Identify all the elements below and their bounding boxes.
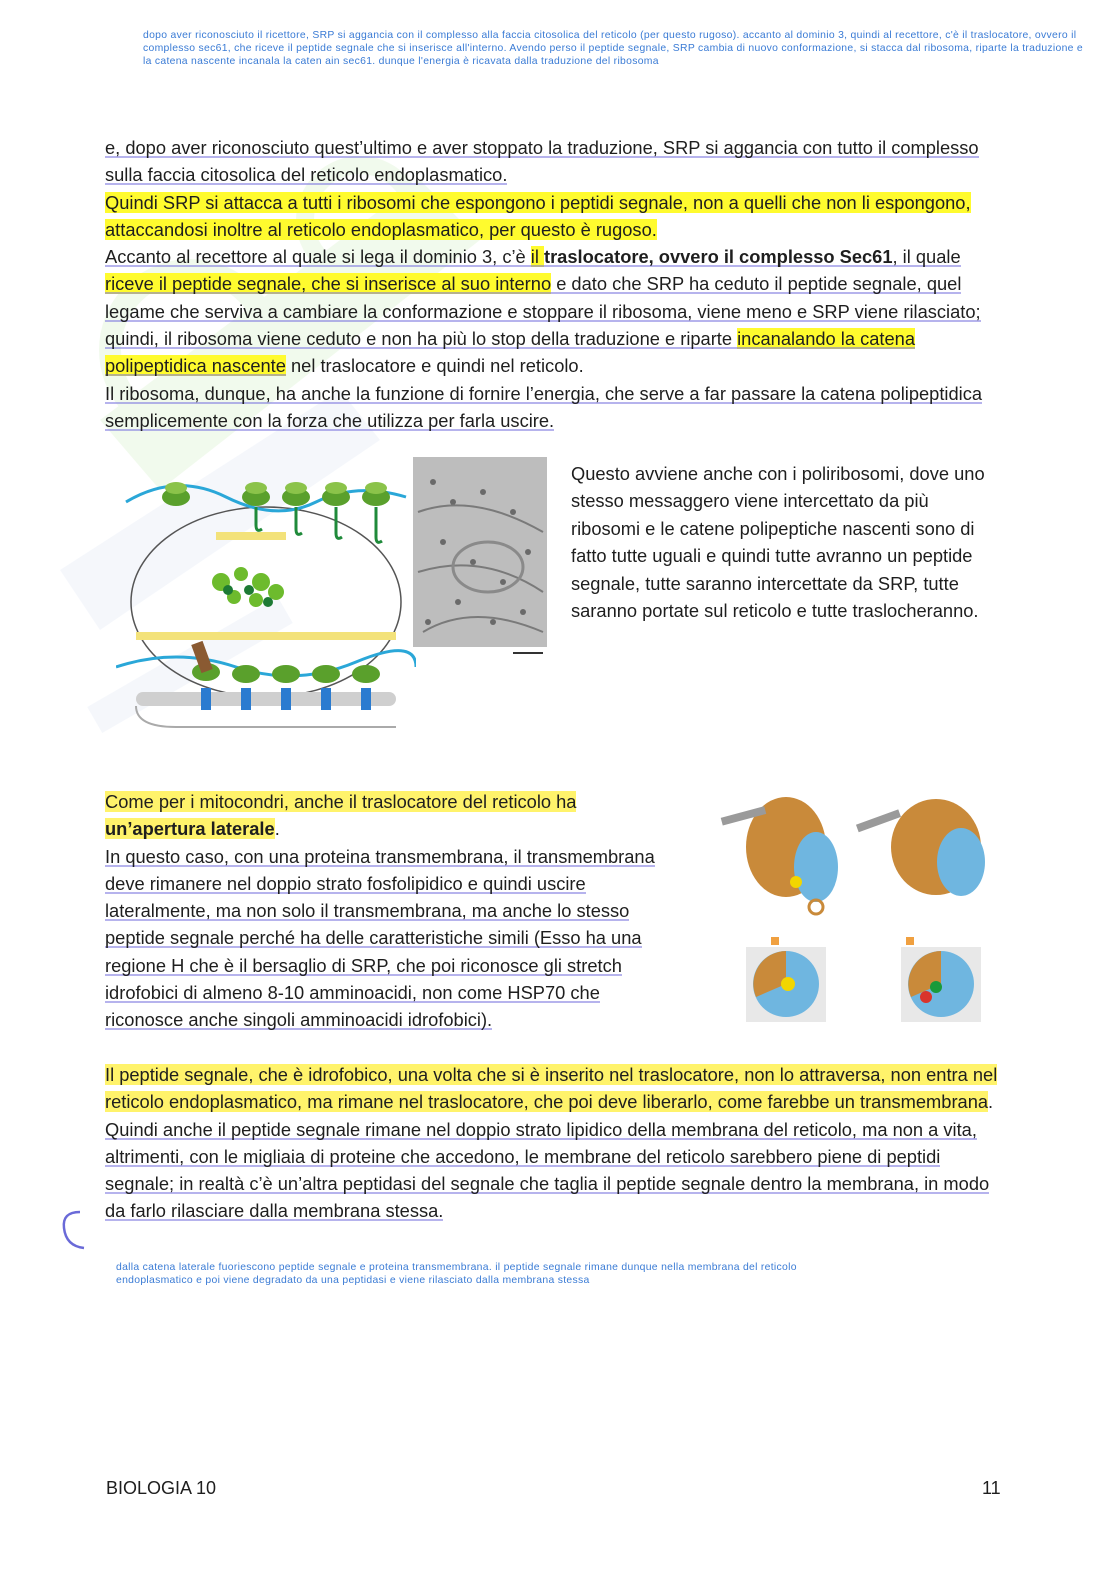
paragraph	[105, 380, 1010, 435]
bold-term: traslocatore, ovvero il complesso Sec61	[543, 246, 893, 268]
paragraph-block-1	[105, 134, 1010, 434]
paragraph	[105, 1061, 1010, 1116]
polyribosome-micrograph	[413, 452, 549, 662]
text-run: , il quale	[892, 246, 961, 268]
text-run: e dato che SRP ha ceduto il peptide segnale, quel legame che serviva a cambiare la conformazione e stoppare il ribosoma, viene meno e SRP viene rilasciato; quindi, il ribosoma viene ceduto e non ha più lo stop della traduzione e riparte	[105, 273, 981, 350]
text-run: .	[988, 1091, 994, 1113]
paragraph	[105, 843, 680, 1034]
footer-title: BIOLOGIA 10	[106, 1478, 217, 1498]
text-run: In questo caso, con una proteina transmembrana, il transmembrana deve rimanere nel doppio strato fosfolipidico e quindi uscire lateralmente, ma non solo il transmembrana, ma anche lo stesso peptide segnale perché ha delle caratteristiche simili (Esso ha una regione H che è il bersaglio di SRP, che poi riconosce gli stretch idrofobici di almeno 8-10 amminoacidi, non come HSP70 che riconosce anche singoli amminoacidi idrofobici).	[105, 845, 655, 1031]
bracket-mark	[58, 1208, 88, 1253]
text-run: Quindi anche il peptide segnale rimane nel doppio strato lipidico della membrana del reticolo, ma non a vita, altrimenti, con le migliaia di proteine che accedono, le membrane del reticolo sarebbero piene di peptidi segnale; in realtà c’è un’altra peptidasi del segnale che taglia il peptide segnale dentro la membrana, in modo da farlo rilasciare dalla membrana stessa.	[105, 1118, 990, 1222]
text-run: Il ribosoma, dunque, ha anche la funzione di fornire l’energia, che serve a far passare la catena polipeptidica semplicemente con la forza che utilizza per farla uscire.	[105, 382, 983, 431]
text-run: nel traslocatore e quindi nel reticolo.	[285, 355, 584, 377]
highlighted-text: Quindi SRP si attacca a tutti i ribosomi che espongono i peptidi segnale, non a quelli che non li espongono, attaccandosi inoltre al reticolo endoplasmatico, per questo è rugoso.	[105, 191, 971, 240]
paragraph	[105, 189, 1010, 244]
bottom-annotation-note: dalla catena laterale fuoriescono peptide segnale e proteina transmembrana. il peptide segnale rimane dunque nella membrana del reticolo endoplasmatico e poi viene degradato da una peptidasi e viene rilasciato dalla membrana stessa	[116, 1262, 797, 1286]
page-number: 11	[982, 1478, 1001, 1498]
paragraph	[105, 134, 1010, 189]
ribosome-cycle-diagram	[116, 452, 416, 757]
highlighted-text: Il peptide segnale, che è idrofobico, una volta che si è inserito nel traslocatore, non lo attraversa, non entra nel reticolo endoplasmatico, ma rimane nel traslocatore, che poi deve liberarlo, come farebbe un transmembrana	[105, 1064, 998, 1113]
paragraph-block-4	[105, 1061, 1010, 1225]
paragraph-block-2	[571, 460, 1001, 624]
highlighted-text: il	[530, 246, 544, 268]
sec61-translocator-figure	[706, 787, 1006, 1042]
text-run: e, dopo aver riconosciuto quest’ultimo e aver stoppato la traduzione, SRP si aggancia con tutto il complesso sulla faccia citosolica del reticolo endoplasmatico.	[105, 137, 979, 186]
paragraph	[105, 243, 1010, 379]
paragraph: Questo avviene anche con i poliribosomi, dove uno stesso messaggero viene intercettato da più ribosomi e le catene polipeptiche nascenti sono di fatto tutte uguali e quindi tutte avranno un peptide segnale, tutte saranno intercettate da SRP, tutte saranno portate sul reticolo e tutte traslocheranno.	[571, 463, 985, 622]
text-run: Accanto al recettore al quale si lega il dominio 3, c’è	[105, 246, 531, 268]
highlighted-text: riceve il peptide segnale, che si inserisce al suo interno	[105, 273, 552, 295]
paragraph-block-3	[105, 788, 680, 1034]
text-run: .	[274, 818, 280, 840]
highlighted-text: Come per i mitocondri, anche il traslocatore del reticolo ha	[105, 791, 577, 812]
highlighted-text: incanalando la catena polipeptidica nascente	[105, 328, 916, 377]
paragraph	[105, 788, 680, 843]
bold-term: un’apertura laterale	[105, 818, 275, 840]
paragraph	[105, 1116, 1010, 1225]
top-annotation-note: dopo aver riconosciuto il ricettore, SRP si aggancia con il complesso alla faccia citosolica del reticolo (per questo rugoso). accanto al dominio 3, quindi al recettore, c'è il traslocatore, ovvero il complesso sec61, che riceve il peptide segnale che si inserisce all'interno. Avendo perso il peptide segnale, SRP cambia di nuovo conformazione, si stacca dal ribosoma, riparte la traduzione e la catena nascente incanala la caten ain sec61. dunque l'energia è ricavata dalla traduzione del ribosoma	[143, 30, 1084, 67]
